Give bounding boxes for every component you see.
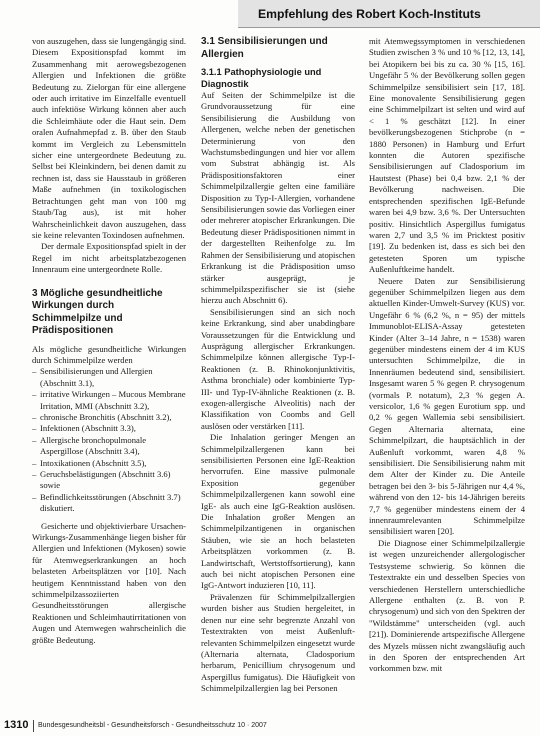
list-item: – Intoxikationen (Abschnitt 3.5),: [32, 458, 186, 469]
paragraph: von auszugehen, dass sie lungengängig sind. Diesem Expositionspfad kommt im Zusammenhang mit aerowegsbezogenen Allergien und Infektionen die größte Bedeutung zu. Zielorgan für eine allergene oder auch irritative im Einzelfalle eventuell auch infektiöse Wirkung können aber auch die Schleimhäute oder die Haut sein. Dem oralen Aufnahmepfad z. B. über den Staub kommt im Vergleich zu Lebensmitteln sicher eine untergeordnete Bedeutung zu. Selbst bei Kleinkindern, bei denen damit zu rechnen ist, dass sie Hausstaub in größeren Maße aufnehmen (in toxikologischen Betrachtungen geht man von 100 mg Staub/Tag aus), ist mit hoher Wahrscheinlichkeit davon auszugehen, dass sie keine relevanten Toxindosen aufnehmen.: [32, 36, 186, 240]
list-item: – Geruchsbelästigungen (Abschnitt 3.6) sowie: [32, 469, 186, 492]
list-item: – Befindlichkeitsstörungen (Abschnitt 3.7) diskutiert.: [32, 492, 186, 515]
page-number: 1310: [4, 719, 29, 731]
footer-divider: [33, 720, 34, 732]
section-heading: 3 Mögliche gesundheitliche Wirkungen durch Schimmelpilze und Prädispositionen: [32, 287, 163, 337]
column-left: [32, 36, 186, 646]
list-item: – Allergische bronchopulmonale Aspergillose (Abschnitt 3.4),: [32, 435, 186, 458]
effects-list: [32, 366, 186, 514]
paragraph: Die Inhalation geringer Mengen an Schimmelpilzallergenen kann bei sensibilisierten Personen eine IgE-Reaktion hervorrufen. Eine massive pulmonale Exposition gegenüber Schimmelpilzallergenen kann sowohl eine IgE- als auch eine IgG-Reaktion auslösen. Die Inhalation großer Mengen an Schimmelpilzantigenen in organischen Stäuben, wie sie an hoch belasteten Arbeitsplätzen vorkommen (z. B. Landwirtschaft, Wertstoffsortierung), kann auch bei nicht atopischen Personen eine IgG-Antwort induzieren [10, 11].: [201, 432, 355, 591]
page-footer: [0, 718, 540, 736]
subsubsection-heading: 3.1.1 Pathophysiologie und Diagnostik: [201, 67, 322, 89]
paragraph: Die Diagnose einer Schimmelpilzallergie ist wegen unzureichender allergologischer Testsysteme schwierig. So können die Testextrakte ein und desselben Species von verschiedenen Herstellern unterschiedliche Allergene enthalten (z. B. von P. chrysogenum) und sich von den Spektren der "Wildstämme" unterscheiden (vgl. auch [21]). Dominierende artspezifische Allergene des Myzels müssen nicht zwangsläufig auch in den Sporen der entsprechenden Art vorkommen bzw. mit: [369, 537, 525, 674]
list-item: – chronische Bronchitis (Abschnitt 3.2),: [32, 412, 186, 423]
paragraph: Auf Seiten der Schimmelpilze ist die Grundvoraussetzung für eine Sensibilisierung die Ausbildung von Allergenen, welche neben der genetischen Determinierung von den Wachstumsbedingungen und hier vor allem vom Substrat abhängig ist. Als Prädispositionsfaktoren einer Schimmelpilzallergie gelten eine familiäre Disposition zu Typ-I-Allergien, vorhandene Sensibilisierungen sowie das Vorliegen einer oder mehrerer atopischer Erkrankungen. Die Bedeutung dieser Prädispositionen nimmt in der dargestellten Reihenfolge zu. Im Rahmen der Sensibilisierung und atopischen Erkrankung ist die Prädisposition umso stärker ausgeprägt, je schimmelpilzspezifischer sie ist (siehe hierzu auch Abschnitt 6).: [201, 90, 355, 306]
paragraph: Sensibilisierungen sind an sich noch keine Erkrankung, sind aber unabdingbare Voraussetzungen für die Entwicklung und Ausprägung allergischer Erkrankungen. Schimmelpilze können allergische Typ-I-Reaktionen (z. B. Rhinokonjunktivitis, Asthma bronchiale) oder kombinierte Typ-III- und Typ-IV-ähnliche Reaktionen (z. B. exogen-allergische Alveolitis) nach der Klassifikation von Coombs and Gell auslösen oder verstärken [11].: [201, 306, 355, 431]
paragraph: Gesicherte und objektivierbare Ursachen-Wirkungs-Zusammenhänge liegen bisher für Allergien und Infektionen (Mykosen) sowie für Atemwegserkrankungen an hoch belasteten Arbeitsplätzen vor [10]. Nach heutigem Kenntnisstand haben von den schimmelpilzassoziierten Gesundheitsstörungen allergische Reaktionen und Schleimhautirritationen von Augen und Atemwegen wahrscheinlich die größte Bedeutung.: [32, 520, 186, 645]
paragraph: Als mögliche gesundheitliche Wirkungen durch Schimmelpilze werden: [32, 343, 186, 365]
paragraph: Der dermale Expositionspfad spielt in der Regel im nicht arbeitsplatzbezogenen Innenraum eine untergeordnete Rolle.: [32, 241, 186, 275]
list-item: – irritative Wirkungen – Mucous Membrane Irritation, MMI (Abschnitt 3.2),: [32, 389, 186, 412]
list-item: – Infektionen (Abschnitt 3.3),: [32, 423, 186, 434]
page-header-title: Empfehlung des Robert Koch-Instituts: [258, 7, 481, 21]
column-middle: [201, 36, 355, 695]
subsection-heading: 3.1 Sensibilisierungen und Allergien: [201, 36, 328, 60]
journal-citation: Bundesgesundheitsbl - Gesundheitsforsch - Gesundheitsschutz 10 · 2007: [38, 722, 267, 729]
paragraph: Prävalenzen für Schimmelpilzallergien wurden bisher aus Studien hergeleitet, in denen nur eine sehr begrenzte Anzahl von Testextrakten von meist Außenluft-relevanten Schimmelpilzen eingesetzt wurde (Alternaria alternata, Cladosporium herbarum, Penicillium chrysogenum und Aspergillus fumigatus). Die Häufigkeit von Schimmelpilzallergien lag bei Personen: [201, 591, 355, 694]
column-right: [369, 36, 525, 675]
paragraph: mit Atemwegssymptomen in verschiedenen Studien zwischen 3 % und 10 % [12, 13, 14], bei Atopikern bei bis zu ca. 30 % [15, 16]. Ungefähr 5 % der Bevölkerung sollen gegen Schimmelpilze sensibilisiert sein [17, 18]. Eine monovalente Sensibilisierung gegen eine Schimmelpilzart ist selten und wird auf < 1 % geschätzt [12]. In einer bevölkerungsbezogenen Stichprobe (n = 1880 Personen) in Hamburg und Erfurt konnten die Autoren spezifische Sensibilisierungen auf Cladosporium im Hautstest (Phase) bei 0,4 bzw. 2,1 % der Bevölkerung nachweisen. Die entsprechenden spezifischen IgE-Befunde waren bei 4,9 bzw. 3,6 %. Der Untersuchten positiv. Hinsichtlich Aspergillus fumigatus waren 2,7 und 3,5 % im Pricktest positiv [19]. Zu bedenken ist, dass es sich bei den getesteten Sporen um typische Außenluftkeime handelt.: [369, 36, 525, 275]
list-item: – Sensibilisierungen und Allergien (Abschnitt 3.1),: [32, 366, 186, 389]
paragraph: Neuere Daten zur Sensibilisierung gegenüber Schimmelpilzen liegen aus dem aktuellen Kinder-Umwelt-Survey (KUS) vor. Ungefähr 6 % (6,2 %, n = 95) der mittels Immunoblot-ELISA-Assay getesteten Kinder (Alter 3–14 Jahre, n = 1538) waren gegenüber mindestens einem der 4 im KUS untersuchten Schimmelpilze, die in Innenräumen bedeutend sind, sensibilisiert. Insgesamt waren 5 % gegen P. chrysogenum (vormals P. notatum), 2,3 % gegen A. versicolor, 1,6 % gegen Eurotium spp. und 0,2 % gegen Wallemia sebi sensibilisiert. Gegen Alternaria alternata, eine Schimmelpilzart, die hauptsächlich in der Außenluft vorkommt, waren 4,8 % sensibilisiert. Die Sensibilisierung nahm mit dem Alter der Kinder zu. Die Anteile betragen bei den 3- bis 5-Jährigen nur 4,4 %, während von den 12- bis 14-Jährigen bereits 7,7 % gegenüber mindestens einem der 4 innenraumrelevanten Schimmelpilze sensibilisiert waren [20].: [369, 275, 525, 537]
